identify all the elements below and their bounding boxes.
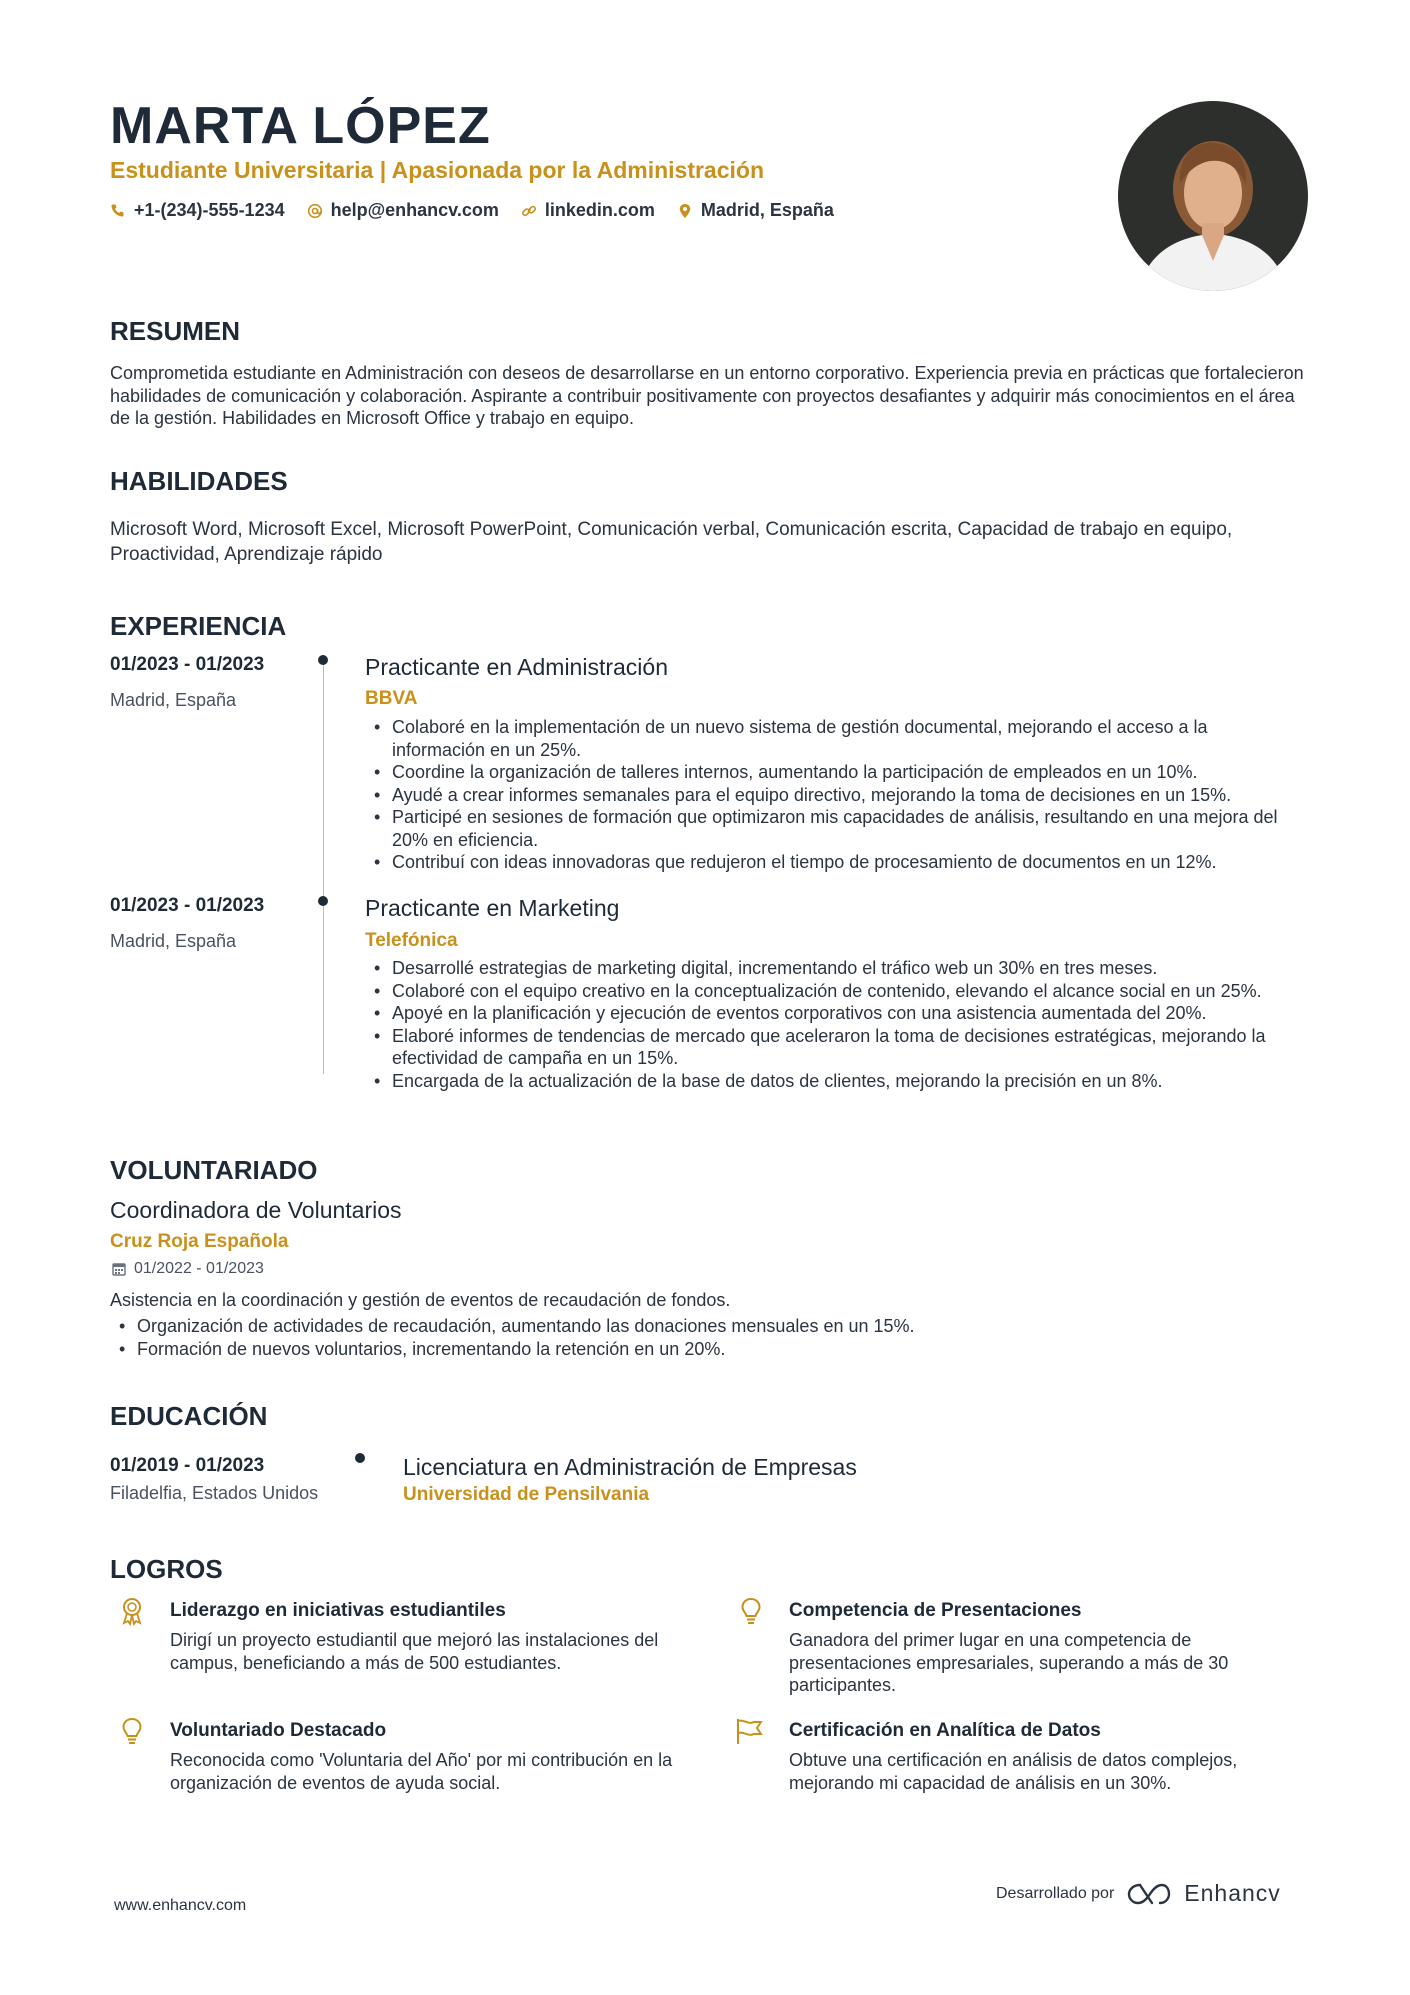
- skills-text: Microsoft Word, Microsoft Excel, Microsoft PowerPoint, Comunicación verbal, Comunicación escrita, Capacidad de trabajo en equipo, Proactividad, Aprendizaje rápido: [110, 519, 1233, 565]
- achievement-4-desc: Obtuve una certificación en análisis de datos complejos, mejorando mi capacidad de análisis en un 30%.: [789, 1750, 1238, 1793]
- flag-icon: [734, 1716, 764, 1746]
- list-item: • Coordine la organización de talleres internos, aumentando la participación de empleados en un 10%.: [365, 761, 1305, 784]
- achievement-3-desc: Reconocida como 'Voluntaria del Año' por mi contribución en la organización de eventos de ayuda social.: [170, 1750, 673, 1793]
- lightbulb-icon: [117, 1716, 147, 1746]
- volunteer-dates-row: [112, 1260, 264, 1278]
- job-2-timeline-dot: [318, 896, 328, 906]
- achievement-3-title: Voluntariado Destacado: [170, 1720, 387, 1741]
- contact-location: [677, 200, 834, 221]
- award-icon: [117, 1596, 147, 1626]
- volunteer-role: Coordinadora de Voluntarios: [110, 1197, 402, 1223]
- location-pin-icon: [677, 203, 693, 219]
- job-1-dates: 01/2023 - 01/2023: [110, 654, 265, 675]
- list-item: • Apoyé en la planificación y ejecución de eventos corporativos con una asistencia aumentada del 20%.: [365, 1002, 1305, 1025]
- summary-text: Comprometida estudiante en Administración con deseos de desarrollarse en un entorno corporativo. Experiencia previa en prácticas que fortalecieron habilidades de comunicación y colaboración. Aspirante a contribuir positivamente con proyectos desafiantes y adquirir más conocimientos en el área de la gestión. Habilidades en Microsoft Office y trabajo en equipo.: [110, 363, 1304, 428]
- volunteer-org: Cruz Roja Española: [110, 1231, 289, 1252]
- job-2-dates: 01/2023 - 01/2023: [110, 895, 265, 916]
- education-timeline-dot: [355, 1453, 365, 1463]
- calendar-icon: [112, 1262, 126, 1276]
- link-icon: [521, 203, 537, 219]
- candidate-name: MARTA LÓPEZ: [110, 97, 491, 155]
- experience-heading: EXPERIENCIA: [110, 611, 287, 641]
- lightbulb-icon: [736, 1596, 766, 1626]
- job-2-role: Practicante en Marketing: [365, 895, 620, 921]
- education-school: Universidad de Pensilvania: [403, 1484, 650, 1505]
- achievements-heading: LOGROS: [110, 1554, 223, 1584]
- skills-heading: HABILIDADES: [110, 466, 288, 496]
- list-item: • Formación de nuevos voluntarios, incrementando la retención en un 20%.: [110, 1338, 1210, 1361]
- brand-name: Enhancv: [1184, 1880, 1281, 1906]
- enhancv-logo-icon: [1126, 1881, 1172, 1907]
- contact-email[interactable]: [307, 200, 499, 221]
- education-heading: EDUCACIÓN: [110, 1401, 268, 1431]
- achievement-2-title: Competencia de Presentaciones: [789, 1600, 1082, 1621]
- education-location: Filadelfia, Estados Unidos: [110, 1483, 319, 1503]
- list-item: • Colaboré con el equipo creativo en la conceptualización de contenido, elevando el alcance social en un 25%.: [365, 980, 1305, 1003]
- footer-website[interactable]: www.enhancv.com: [114, 1897, 247, 1914]
- profile-photo: [1118, 101, 1308, 291]
- job-1-location: Madrid, España: [110, 690, 237, 710]
- phone-icon: [110, 203, 126, 219]
- job-1-role: Practicante en Administración: [365, 654, 668, 680]
- job-2-bullets: [365, 957, 1305, 1092]
- contact-linkedin[interactable]: [521, 200, 655, 221]
- list-item: • Colaboré en la implementación de un nuevo sistema de gestión documental, mejorando el acceso a la información en un 25%.: [365, 716, 1305, 761]
- list-item: • Desarrollé estrategias de marketing digital, incrementando el tráfico web un 30% en tres meses.: [365, 957, 1305, 980]
- list-item: • Elaboré informes de tendencias de mercado que aceleraron la toma de decisiones estratégicas, mejorando la efectividad de campaña en un 15%.: [365, 1025, 1305, 1070]
- volunteer-bullets: [110, 1315, 1210, 1360]
- achievement-1-desc: Dirigí un proyecto estudiantil que mejoró las instalaciones del campus, beneficiando a más de 500 estudiantes.: [170, 1630, 659, 1673]
- list-item: • Organización de actividades de recaudación, aumentando las donaciones mensuales en un 15%.: [110, 1315, 1210, 1338]
- footer-branding: [996, 1880, 1281, 1907]
- job-1-bullets: [365, 716, 1305, 874]
- list-item: • Participé en sesiones de formación que optimizaron mis capacidades de análisis, resultando en una mejora del 20% en eficiencia.: [365, 806, 1305, 851]
- contact-phone: [110, 200, 285, 221]
- achievement-1-title: Liderazgo en iniciativas estudiantiles: [170, 1600, 506, 1621]
- achievement-2-desc: Ganadora del primer lugar en una competencia de presentaciones empresariales, superando a más de 30 participantes.: [789, 1630, 1229, 1695]
- summary-heading: RESUMEN: [110, 316, 241, 346]
- job-1-timeline-dot: [318, 655, 328, 665]
- candidate-headline: Estudiante Universitaria | Apasionada por la Administración: [110, 157, 764, 183]
- education-dates: 01/2019 - 01/2023: [110, 1455, 265, 1476]
- volunteer-dates: 01/2022 - 01/2023: [134, 1260, 264, 1277]
- job-1-company: BBVA: [365, 688, 418, 709]
- phone-text: +1-(234)-555-1234: [134, 200, 285, 220]
- linkedin-text: linkedin.com: [544, 200, 655, 220]
- job-2-company: Telefónica: [365, 930, 458, 951]
- powered-by-label: Desarrollado por: [996, 1884, 1115, 1902]
- job-2-location: Madrid, España: [110, 931, 237, 951]
- list-item: • Ayudé a crear informes semanales para el equipo directivo, mejorando la toma de decisiones en un 15%.: [365, 784, 1305, 807]
- achievement-4-title: Certificación en Analítica de Datos: [789, 1720, 1101, 1741]
- contact-bar: [110, 200, 834, 221]
- experience-timeline: [323, 660, 324, 1074]
- education-degree: Licenciatura en Administración de Empresas: [403, 1454, 857, 1480]
- email-text: help@enhancv.com: [330, 200, 499, 220]
- location-text: Madrid, España: [700, 200, 834, 220]
- volunteer-heading: VOLUNTARIADO: [110, 1155, 318, 1185]
- list-item: • Encargada de la actualización de la base de datos de clientes, mejorando la precisión en un 8%.: [365, 1070, 1305, 1093]
- at-icon: [307, 203, 323, 219]
- volunteer-description: Asistencia en la coordinación y gestión de eventos de recaudación de fondos.: [110, 1290, 731, 1310]
- list-item: • Contribuí con ideas innovadoras que redujeron el tiempo de procesamiento de documentos en un 12%.: [365, 851, 1305, 874]
